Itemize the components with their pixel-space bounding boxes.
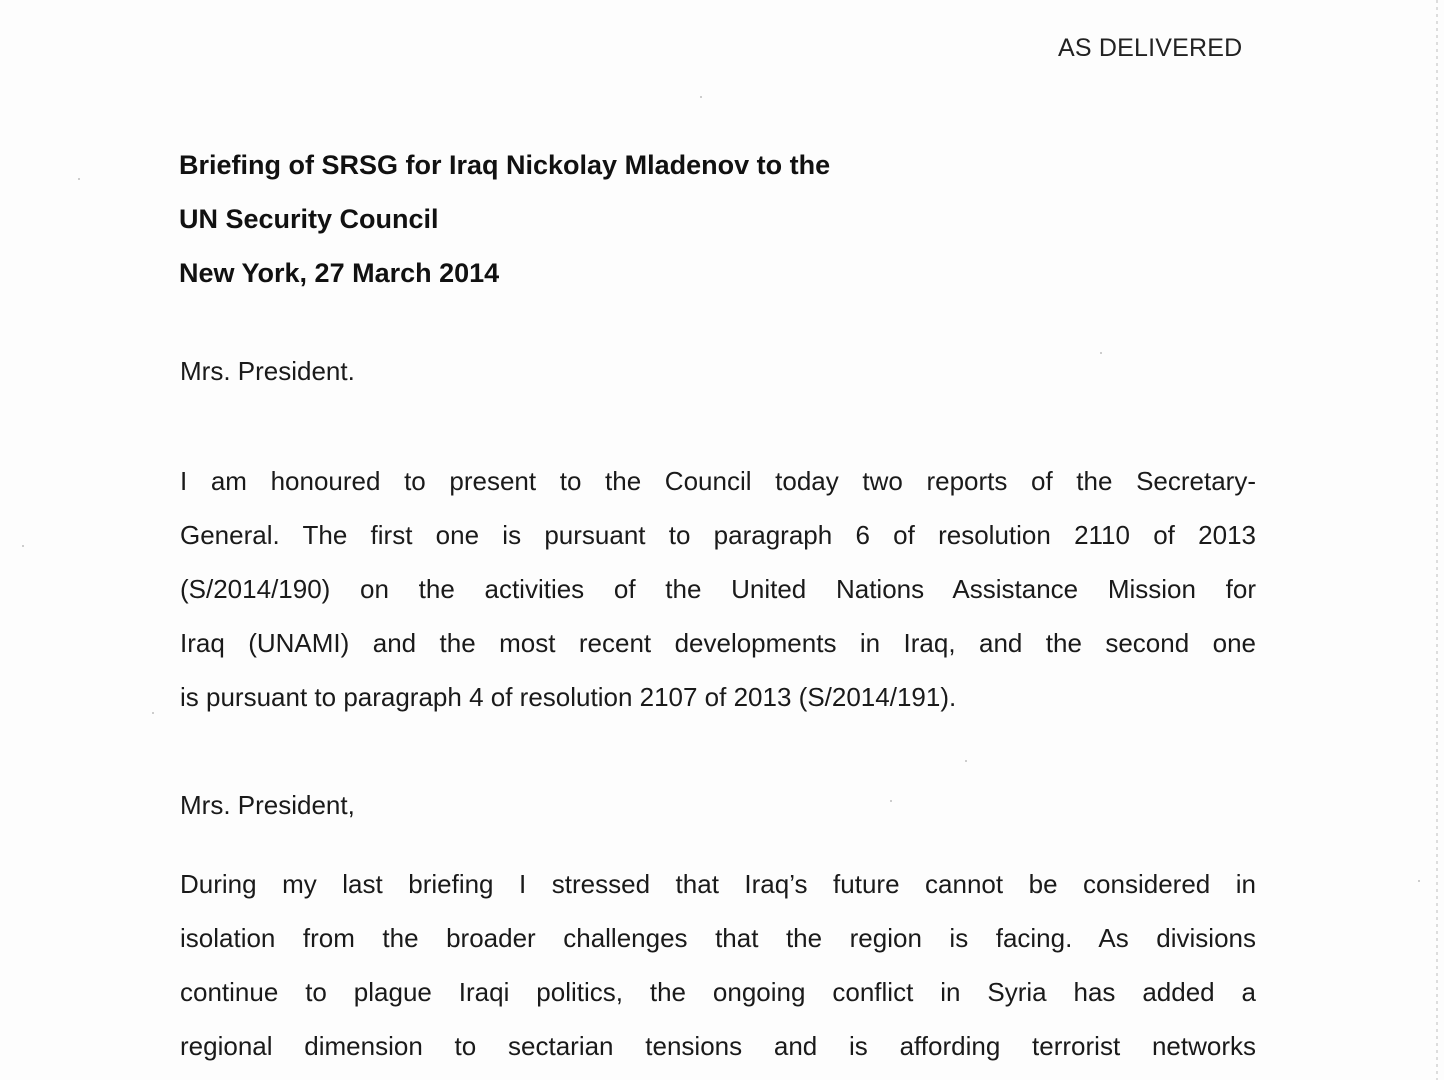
paragraph-1-line: (S/2014/190) on the activities of the United Nations Assistance Mission for — [180, 574, 1256, 604]
scan-speck — [700, 96, 702, 98]
paragraph-2-line: regional dimension to sectarian tensions and is affording terrorist networks — [180, 1031, 1256, 1061]
paragraph-2 — [180, 857, 1256, 1073]
paragraph-2-line: During my last briefing I stressed that Iraq’s future cannot be considered in — [180, 869, 1256, 899]
paragraph-2-line: isolation from the broader challenges that the region is facing. As divisions — [180, 923, 1256, 953]
title-line-2: UN Security Council — [179, 204, 439, 234]
paragraph-1-line: Iraq (UNAMI) and the most recent developments in Iraq, and the second one — [180, 628, 1256, 658]
paragraph-1-line: General. The first one is pursuant to paragraph 6 of resolution 2110 of 2013 — [180, 520, 1256, 550]
title-line-3: New York, 27 March 2014 — [179, 258, 500, 288]
document-title — [179, 138, 830, 300]
scan-speck — [965, 760, 967, 762]
scan-speck — [890, 800, 892, 802]
salutation-1: Mrs. President. — [180, 356, 355, 386]
scan-speck — [1418, 880, 1420, 882]
salutation-2: Mrs. President, — [180, 790, 355, 820]
scan-speck — [22, 545, 24, 547]
scan-edge — [1436, 0, 1438, 1080]
as-delivered-stamp: AS DELIVERED — [1058, 34, 1243, 62]
title-line-1: Briefing of SRSG for Iraq Nickolay Mladenov to the — [179, 150, 831, 180]
scan-speck — [1100, 352, 1102, 354]
paragraph-1-line: is pursuant to paragraph 4 of resolution 2107 of 2013 (S/2014/191). — [180, 682, 957, 712]
paragraph-1 — [180, 454, 1256, 724]
scan-speck — [78, 178, 80, 180]
scan-speck — [152, 712, 154, 714]
paragraph-1-line: I am honoured to present to the Council today two reports of the Secretary- — [180, 466, 1256, 496]
paragraph-2-line: continue to plague Iraqi politics, the ongoing conflict in Syria has added a — [180, 977, 1256, 1007]
